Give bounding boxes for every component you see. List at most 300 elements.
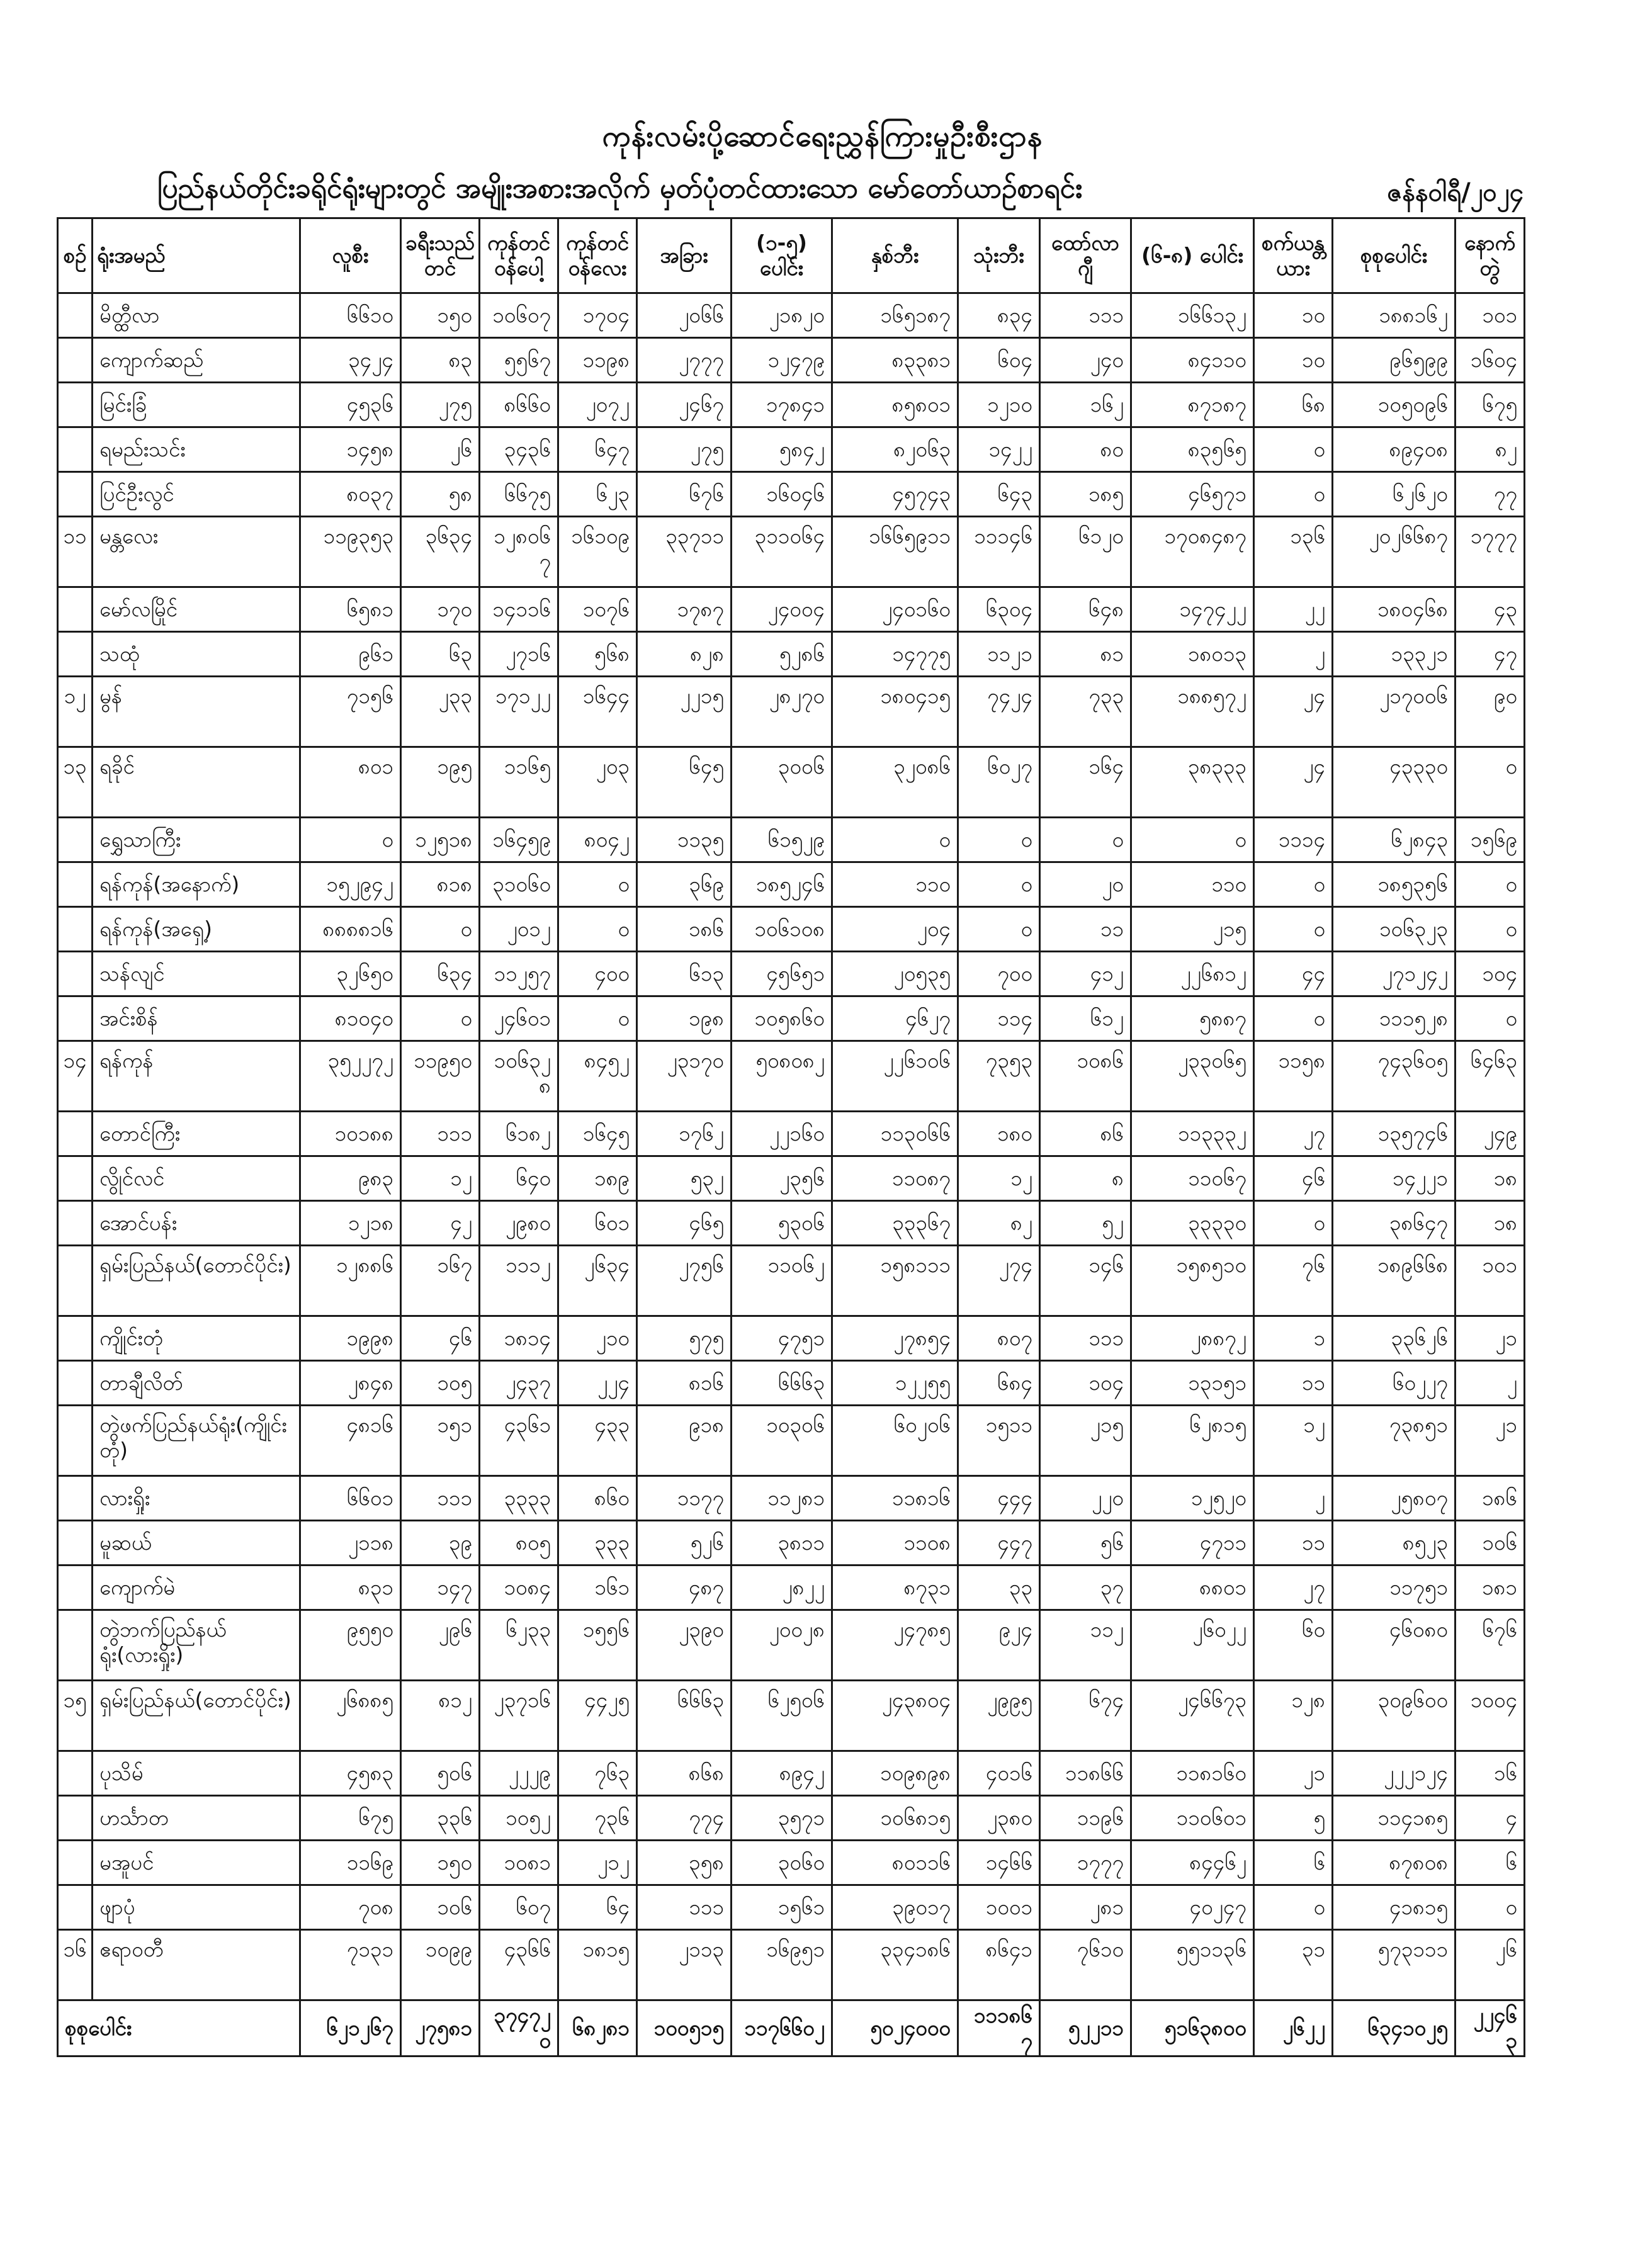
row-value: ၅၃၂ <box>637 1156 732 1201</box>
row-value: ၁၇၇၇ <box>1456 517 1525 587</box>
row-value: ၁၃၆ <box>1254 517 1333 587</box>
row-value: ၂၈၄၈ <box>300 1361 401 1406</box>
row-value: ၆၄၃ <box>958 472 1040 517</box>
row-value: ၁၁၁၂ <box>480 1246 558 1316</box>
row-value: ၀ <box>558 907 637 952</box>
row-office-name: မန္တလေး <box>93 517 300 587</box>
row-value: ၆၃၄ <box>401 952 480 996</box>
row-value: ၉၆၁ <box>300 632 401 677</box>
row-value: ၇၁၃၁ <box>300 1930 401 2000</box>
row-value: ၃၅၈ <box>637 1841 732 1885</box>
row-value: ၁၂၈ <box>1254 1681 1333 1751</box>
row-office-name: ရှမ်းပြည်နယ်(တောင်ပိုင်း) <box>93 1681 300 1751</box>
row-value: ၂၇၈၅၄ <box>832 1316 958 1361</box>
table-row <box>58 1885 1525 1930</box>
row-value: ၁၆၅၁၈၇ <box>832 293 958 338</box>
row-value: ၀ <box>1254 862 1333 907</box>
row-value: ၁၅၆၁ <box>732 1885 832 1930</box>
row-value: ၆၇၅ <box>1456 383 1525 427</box>
row-value: ၂၂၁၅ <box>637 677 732 747</box>
row-value: ၁၄၆၆ <box>958 1841 1040 1885</box>
table-row <box>58 383 1525 427</box>
row-value: ၆၂၈၁၅ <box>1131 1406 1254 1476</box>
row-value: ၁၆၁၀၉ <box>558 517 637 587</box>
row-serial: ၁၆ <box>58 1930 93 2000</box>
row-value: ၁၈၀၄၁၅ <box>832 677 958 747</box>
row-value: ၈၇၁၈၇ <box>1131 383 1254 427</box>
row-value: ၃၃၃၃၀ <box>1131 1201 1254 1246</box>
row-value: ၇၇ <box>1456 472 1525 517</box>
row-value: ၄၀၁၆ <box>958 1751 1040 1796</box>
row-value: ၈၃၄ <box>958 293 1040 338</box>
row-value: ၄၄၇ <box>958 1521 1040 1566</box>
row-value: ၆၆၇၅ <box>480 472 558 517</box>
row-value: ၁၆ <box>1456 1751 1525 1796</box>
row-value: ၁၁၉၅၀ <box>401 1041 480 1112</box>
row-value: ၁၁၀၆၀၁ <box>1131 1796 1254 1841</box>
row-value: ၂၈၁ <box>1040 1885 1131 1930</box>
row-value: ၁၁၆၅ <box>480 747 558 818</box>
row-value: ၁၁၅၈ <box>1254 1041 1333 1112</box>
row-value: ၁၈၅၂၄၆ <box>732 862 832 907</box>
row-value: ၆၄၈ <box>1040 587 1131 632</box>
row-serial <box>58 1841 93 1885</box>
row-value: ၈၃၁ <box>300 1566 401 1610</box>
row-value: ၁၁ <box>1254 1361 1333 1406</box>
table-row <box>58 587 1525 632</box>
row-office-name: ပုသိမ် <box>93 1751 300 1796</box>
row-value: ၃၆၉ <box>637 862 732 907</box>
row-value: ၆၇၆ <box>637 472 732 517</box>
row-value: ၀ <box>401 907 480 952</box>
row-serial <box>58 1246 93 1316</box>
row-value: ၅၂၈၆ <box>732 632 832 677</box>
row-value: ၂၆၀၂၂ <box>1131 1610 1254 1681</box>
row-office-name: လွိုင်လင် <box>93 1156 300 1201</box>
table-row <box>58 818 1525 862</box>
row-value: ၁၆၄၅ <box>558 1112 637 1156</box>
row-value: ၁၁ <box>1254 1521 1333 1566</box>
row-value: ၂၃၃၀၆၅ <box>1131 1041 1254 1112</box>
row-serial <box>58 1201 93 1246</box>
row-value: ၁၅၈၅၁၀ <box>1131 1246 1254 1316</box>
row-value: ၄၀၀ <box>558 952 637 996</box>
row-value: ၇၄၃၆၀၅ <box>1333 1041 1456 1112</box>
row-value: ၁၁၈၆၆ <box>1040 1751 1131 1796</box>
row-value: ၆၈၄ <box>958 1361 1040 1406</box>
table-row <box>58 952 1525 996</box>
row-value: ၁၆၆၅၉၁၁ <box>832 517 958 587</box>
row-value: ၀ <box>1456 862 1525 907</box>
row-value: ၈၁၀၄၀ <box>300 996 401 1041</box>
row-value: ၂၂၄ <box>558 1361 637 1406</box>
column-header: (၆-၈) ပေါင်း <box>1131 218 1254 293</box>
row-value: ၁၀၆ <box>401 1885 480 1930</box>
row-value: ၁၅၀ <box>401 1841 480 1885</box>
row-value: ၃၇ <box>1040 1566 1131 1610</box>
row-value: ၁၂၈၀၆၇ <box>480 517 558 587</box>
row-value: ၁၇၀၈၄၈၇ <box>1131 517 1254 587</box>
column-header: ခရီးသည်တင် <box>401 218 480 293</box>
row-value: ၂၀၆၆ <box>637 293 732 338</box>
row-value: ၁၁ <box>1040 907 1131 952</box>
row-value: ၁၁၃၅ <box>637 818 732 862</box>
row-value: ၁၂၅၂၀ <box>1131 1476 1254 1521</box>
row-value: ၂၄၀ <box>1040 338 1131 383</box>
row-serial <box>58 1476 93 1521</box>
table-row <box>58 1201 1525 1246</box>
row-value: ၁၃၁၅၁ <box>1131 1361 1254 1406</box>
row-value: ၃၂၆၅၀ <box>300 952 401 996</box>
row-value: ၆၄၆၃ <box>1456 1041 1525 1112</box>
row-value: ၈၃ <box>401 338 480 383</box>
row-value: ၁၁၈၁၆ <box>832 1476 958 1521</box>
row-value: ၂၄၆၀၁ <box>480 996 558 1041</box>
row-value: ၄၁၂ <box>1040 952 1131 996</box>
row-value: ၂၄၉ <box>1456 1112 1525 1156</box>
row-serial: ၁၃ <box>58 747 93 818</box>
row-value: ၃၀၉၆၀၀ <box>1333 1681 1456 1751</box>
row-value: ၂၀၁၂ <box>480 907 558 952</box>
row-value: ၁၀၁ <box>1456 293 1525 338</box>
row-value: ၃၃၇၁၁ <box>637 517 732 587</box>
row-value: ၁၁၀၈၇ <box>832 1156 958 1201</box>
row-office-name: ရန်ကုန်(အရှေ့) <box>93 907 300 952</box>
row-value: ၂၁၀ <box>558 1316 637 1361</box>
total-value: ၆၈၂၈၁ <box>558 2000 637 2056</box>
row-value: ၆၆၀၁ <box>300 1476 401 1521</box>
row-value: ၈၄၁၁၀ <box>1131 338 1254 383</box>
row-value: ၄၆ <box>401 1316 480 1361</box>
row-value: ၂၇၁၆ <box>480 632 558 677</box>
row-value: ၁၀၆၈၁၅ <box>832 1796 958 1841</box>
row-value: ၃၈၃၃၃ <box>1131 747 1254 818</box>
row-value: ၆၄ <box>558 1885 637 1930</box>
row-value: ၆၀၄ <box>958 338 1040 383</box>
row-value: ၆၁၃ <box>637 952 732 996</box>
row-value: ၅၆၈ <box>558 632 637 677</box>
column-header: နှစ်ဘီး <box>832 218 958 293</box>
row-value: ၀ <box>832 818 958 862</box>
row-value: ၈၆ <box>1040 1112 1131 1156</box>
row-value: ၁၁၂၁ <box>958 632 1040 677</box>
row-value: ၅၀၆ <box>401 1751 480 1796</box>
row-value: ၇၀၀ <box>958 952 1040 996</box>
row-value: ၇၆ <box>1254 1246 1333 1316</box>
row-value: ၄၆၂၇ <box>832 996 958 1041</box>
row-value: ၆၁၂ <box>1040 996 1131 1041</box>
row-value: ၁၉၅ <box>401 747 480 818</box>
row-value: ၈၅၈၀၁ <box>832 383 958 427</box>
table-row <box>58 1246 1525 1316</box>
row-value: ၄၃၃၃၀ <box>1333 747 1456 818</box>
column-header: အခြား <box>637 218 732 293</box>
row-value: ၁၀၉၈၉၈ <box>832 1751 958 1796</box>
column-header: စဉ် <box>58 218 93 293</box>
row-value: ၁၄၅၈ <box>300 427 401 472</box>
row-value: ၂၃၅၆ <box>732 1156 832 1201</box>
row-value: ၁၀၀၁ <box>958 1885 1040 1930</box>
row-value: ၄၄၄ <box>958 1476 1040 1521</box>
row-value: ၆၂၈၄၃ <box>1333 818 1456 862</box>
row-value: ၂၄၀၁၆၀ <box>832 587 958 632</box>
row-value: ၂၂၆၈၁၂ <box>1131 952 1254 996</box>
row-office-name: ကျိုင်းတုံ <box>93 1316 300 1361</box>
row-value: ၈၀၇ <box>958 1316 1040 1361</box>
row-value: ၃၉၀၁၇ <box>832 1885 958 1930</box>
table-row <box>58 1521 1525 1566</box>
row-value: ၁၁၇၇ <box>637 1476 732 1521</box>
row-value: ၁၈၈၅၇၂ <box>1131 677 1254 747</box>
row-value: ၂၈၈၇၂ <box>1131 1316 1254 1361</box>
row-office-name: မွန် <box>93 677 300 747</box>
row-value: ၀ <box>1254 427 1333 472</box>
row-value: ၁၈၁ <box>1456 1566 1525 1610</box>
row-value: ၂၇၇၇ <box>637 338 732 383</box>
row-value: ၂၂၀ <box>1040 1476 1131 1521</box>
row-value: ၆ <box>1456 1841 1525 1885</box>
row-value: ၂၂၂၁၂၄ <box>1333 1751 1456 1796</box>
row-value: ၈၁၆ <box>637 1361 732 1406</box>
row-value: ၁၀၈၁ <box>480 1841 558 1885</box>
row-serial <box>58 632 93 677</box>
row-value: ၁၃၅၇၄၆ <box>1333 1112 1456 1156</box>
row-value: ၀ <box>1254 1201 1333 1246</box>
row-value: ၈၁၂ <box>401 1681 480 1751</box>
column-header: ရုံးအမည် <box>93 218 300 293</box>
row-value: ၁၆၂ <box>1040 383 1131 427</box>
row-value: ၉၁၈ <box>637 1406 732 1476</box>
row-value: ၂၆၈၈၅ <box>300 1681 401 1751</box>
row-value: ၁၀၇၆ <box>558 587 637 632</box>
row-value: ၄၃၃ <box>558 1406 637 1476</box>
row-value: ၃၃၃ <box>558 1521 637 1566</box>
row-value: ၁၂ <box>401 1156 480 1201</box>
row-serial <box>58 862 93 907</box>
row-value: ၁၄၇၄၂၂ <box>1131 587 1254 632</box>
row-value: ၁၀၅၀၉၆ <box>1333 383 1456 427</box>
table-row <box>58 862 1525 907</box>
row-value: ၁၁၉၆ <box>1040 1796 1131 1841</box>
row-value: ၃၃၃၆၇ <box>832 1201 958 1246</box>
row-value: ၁၁၄ <box>958 996 1040 1041</box>
row-serial <box>58 818 93 862</box>
row-value: ၁၀၉၉ <box>401 1930 480 2000</box>
row-value: ၂၁၅ <box>1131 907 1254 952</box>
row-office-name: ရန်ကုန် <box>93 1041 300 1112</box>
row-office-name: တောင်ကြီး <box>93 1112 300 1156</box>
row-value: ၇၁၅၆ <box>300 677 401 747</box>
row-value: ၆၁၂၀ <box>1040 517 1131 587</box>
row-serial: ၁၅ <box>58 1681 93 1751</box>
row-value: ၁၂၈၈၆ <box>300 1246 401 1316</box>
row-value: ၈၂၈ <box>637 632 732 677</box>
total-value: ၁၀၀၅၁၅ <box>637 2000 732 2056</box>
row-value: ၈၈၀၁ <box>1131 1566 1254 1610</box>
row-value: ၃၀၆၀ <box>732 1841 832 1885</box>
row-value: ၁၇၈၄၁ <box>732 383 832 427</box>
row-value: ၈၀ <box>1040 427 1131 472</box>
row-value: ၂၄၃၈၀၄ <box>832 1681 958 1751</box>
row-serial <box>58 1610 93 1681</box>
row-office-name: မူဆယ် <box>93 1521 300 1566</box>
row-value: ၁၃၃၂၁ <box>1333 632 1456 677</box>
row-value: ၃၆၃၄ <box>401 517 480 587</box>
row-value: ၄၄၂၅ <box>558 1681 637 1751</box>
row-value: ၁၂၄၇၉ <box>732 338 832 383</box>
row-value: ၈၆၄၁ <box>958 1930 1040 2000</box>
row-value: ၅၅၆၇ <box>480 338 558 383</box>
row-value: ၁၈၉ <box>558 1156 637 1201</box>
row-value: ၀ <box>958 818 1040 862</box>
row-value: ၄၇၅၁ <box>732 1316 832 1361</box>
row-serial <box>58 1406 93 1476</box>
row-value: ၃၃၃၃ <box>480 1476 558 1521</box>
row-value: ၁၈ <box>1456 1156 1525 1201</box>
total-value: ၅၂၂၁၁ <box>1040 2000 1131 2056</box>
row-value: ၃၉ <box>401 1521 480 1566</box>
row-value: ၂၇၅၆ <box>637 1246 732 1316</box>
row-value: ၅၆ <box>1040 1521 1131 1566</box>
row-value: ၁၁၁၅၂၈ <box>1333 996 1456 1041</box>
row-value: ၁၇၇၇ <box>1040 1841 1131 1885</box>
total-value: ၂၆၂၂ <box>1254 2000 1333 2056</box>
row-value: ၇၄၂၄ <box>958 677 1040 747</box>
row-value: ၄၆၅၇၁ <box>1131 472 1254 517</box>
row-value: ၆၂၅၀၆ <box>732 1681 832 1751</box>
row-value: ၂၀၃ <box>558 747 637 818</box>
total-row <box>58 2000 1525 2056</box>
row-value: ၆၆၁၀ <box>300 293 401 338</box>
row-value: ၁၆၁ <box>558 1566 637 1610</box>
row-value: ၇၃၅၃ <box>958 1041 1040 1112</box>
row-value: ၁၅၂၉၄၂ <box>300 862 401 907</box>
table-row <box>58 293 1525 338</box>
row-value: ၁၄၁၁၆ <box>480 587 558 632</box>
row-value: ၁၁၇၅၁ <box>1333 1566 1456 1610</box>
row-value: ၂၀၀၂၈ <box>732 1610 832 1681</box>
row-value: ၆၁၅၂၉ <box>732 818 832 862</box>
row-office-name: ကျောက်မဲ <box>93 1566 300 1610</box>
row-value: ၁၁၁ <box>637 1885 732 1930</box>
row-value: ၁၁၂ <box>1040 1610 1131 1681</box>
row-value: ၂၃၁၇၀ <box>637 1041 732 1112</box>
row-value: ၈၈၈၈၁၆ <box>300 907 401 952</box>
table-row <box>58 338 1525 383</box>
row-value: ၀ <box>1254 996 1333 1041</box>
row-office-name: ရန်ကုန်(အနောက်) <box>93 862 300 907</box>
row-value: ၄ <box>1456 1796 1525 1841</box>
row-value: ၆၂၆၂၀ <box>1333 472 1456 517</box>
row-value: ၄၆၀၈၀ <box>1333 1610 1456 1681</box>
row-value: ၂၁၁၃ <box>637 1930 732 2000</box>
row-value: ၇၃၆ <box>558 1796 637 1841</box>
table-row <box>58 1476 1525 1521</box>
row-value: ၃၃၄၁၈၆ <box>832 1930 958 2000</box>
row-value: ၇၃၈၅၁ <box>1333 1406 1456 1476</box>
row-serial <box>58 1566 93 1610</box>
row-value: ၁၀၆၀၇ <box>480 293 558 338</box>
vehicle-registration-table <box>57 217 1525 2057</box>
row-value: ၆၂၃ <box>558 472 637 517</box>
row-value: ၁၀၁ <box>1456 1246 1525 1316</box>
total-value: ၅၀၂၄၀၀၀ <box>832 2000 958 2056</box>
row-value: ၀ <box>1456 747 1525 818</box>
row-value: ၈၃၅၆၅ <box>1131 427 1254 472</box>
row-value: ၃၈၆၄၇ <box>1333 1201 1456 1246</box>
row-value: ၅၇၃၁၁၁ <box>1333 1930 1456 2000</box>
row-value: ၆၁၈၂ <box>480 1112 558 1156</box>
row-value: ၁၁၉၈ <box>558 338 637 383</box>
row-office-name: ရမည်းသင်း <box>93 427 300 472</box>
row-value: ၁၂၁၈ <box>300 1201 401 1246</box>
row-value: ၉၈၃ <box>300 1156 401 1201</box>
column-header: နောက်တွဲ <box>1456 218 1525 293</box>
row-office-name: ရွှေသာကြီး <box>93 818 300 862</box>
row-value: ၁၁၃၃၃၂ <box>1131 1112 1254 1156</box>
table-row <box>58 996 1525 1041</box>
row-value: ၉၂၄ <box>958 1610 1040 1681</box>
row-value: ၂ <box>1254 632 1333 677</box>
row-value: ၆၃၀၄ <box>958 587 1040 632</box>
row-value: ၂၃၈၀ <box>958 1796 1040 1841</box>
row-serial <box>58 1796 93 1841</box>
row-value: ၄၄ <box>1254 952 1333 996</box>
row-value: ၈၉၄၀၈ <box>1333 427 1456 472</box>
row-value: ၁၀၆ <box>1456 1521 1525 1566</box>
row-value: ၆ <box>1254 1841 1333 1885</box>
row-value: ၄၃ <box>1456 587 1525 632</box>
row-value: ၆၆၆၃ <box>732 1361 832 1406</box>
row-value: ၂ <box>1254 1476 1333 1521</box>
row-value: ၄၂ <box>401 1201 480 1246</box>
row-value: ၂၄၆၆၇၃ <box>1131 1681 1254 1751</box>
row-serial <box>58 1316 93 1361</box>
total-value: ၁၁၁၈၆၇ <box>958 2000 1040 2056</box>
row-value: ၀ <box>1456 907 1525 952</box>
row-value: ၁၈၈၁၆၂ <box>1333 293 1456 338</box>
row-value: ၂၄၀၀၄ <box>732 587 832 632</box>
row-value: ၁၈၁၅ <box>558 1930 637 2000</box>
table-row <box>58 1681 1525 1751</box>
row-value: ၂၇၁၂၄၂ <box>1333 952 1456 996</box>
row-value: ၁၅၁၁ <box>958 1406 1040 1476</box>
row-office-name: မြင်းခြံ <box>93 383 300 427</box>
row-serial <box>58 1885 93 1930</box>
row-office-name: သထုံ <box>93 632 300 677</box>
row-value: ၂၁ <box>1254 1751 1333 1796</box>
table-row <box>58 1112 1525 1156</box>
row-value: ၁၁၂၅၇ <box>480 952 558 996</box>
row-office-name: လားရှိုး <box>93 1476 300 1521</box>
row-serial: ၁၁ <box>58 517 93 587</box>
row-value: ၁၀၆၃၂၈ <box>480 1041 558 1112</box>
total-value: ၆၃၄၁၀၂၅ <box>1333 2000 1456 2056</box>
column-header: ထော်လာဂျီ <box>1040 218 1131 293</box>
table-row <box>58 907 1525 952</box>
row-value: ၁၅၈၁၁၁ <box>832 1246 958 1316</box>
row-value: ၃၁၁၀၆၄ <box>732 517 832 587</box>
row-value: ၈၇၈၀၈ <box>1333 1841 1456 1885</box>
row-value: ၃၈၁၁ <box>732 1521 832 1566</box>
row-value: ၀ <box>958 862 1040 907</box>
row-value: ၂၉၈၀ <box>480 1201 558 1246</box>
table-row <box>58 1930 1525 2000</box>
row-value: ၆၀၇ <box>480 1885 558 1930</box>
table-row <box>58 1841 1525 1885</box>
document-reference: ဇန်နဝါရီ/၂၀၂၄ <box>1387 178 1523 207</box>
row-value: ၁၁၄၁၈၅ <box>1333 1796 1456 1841</box>
